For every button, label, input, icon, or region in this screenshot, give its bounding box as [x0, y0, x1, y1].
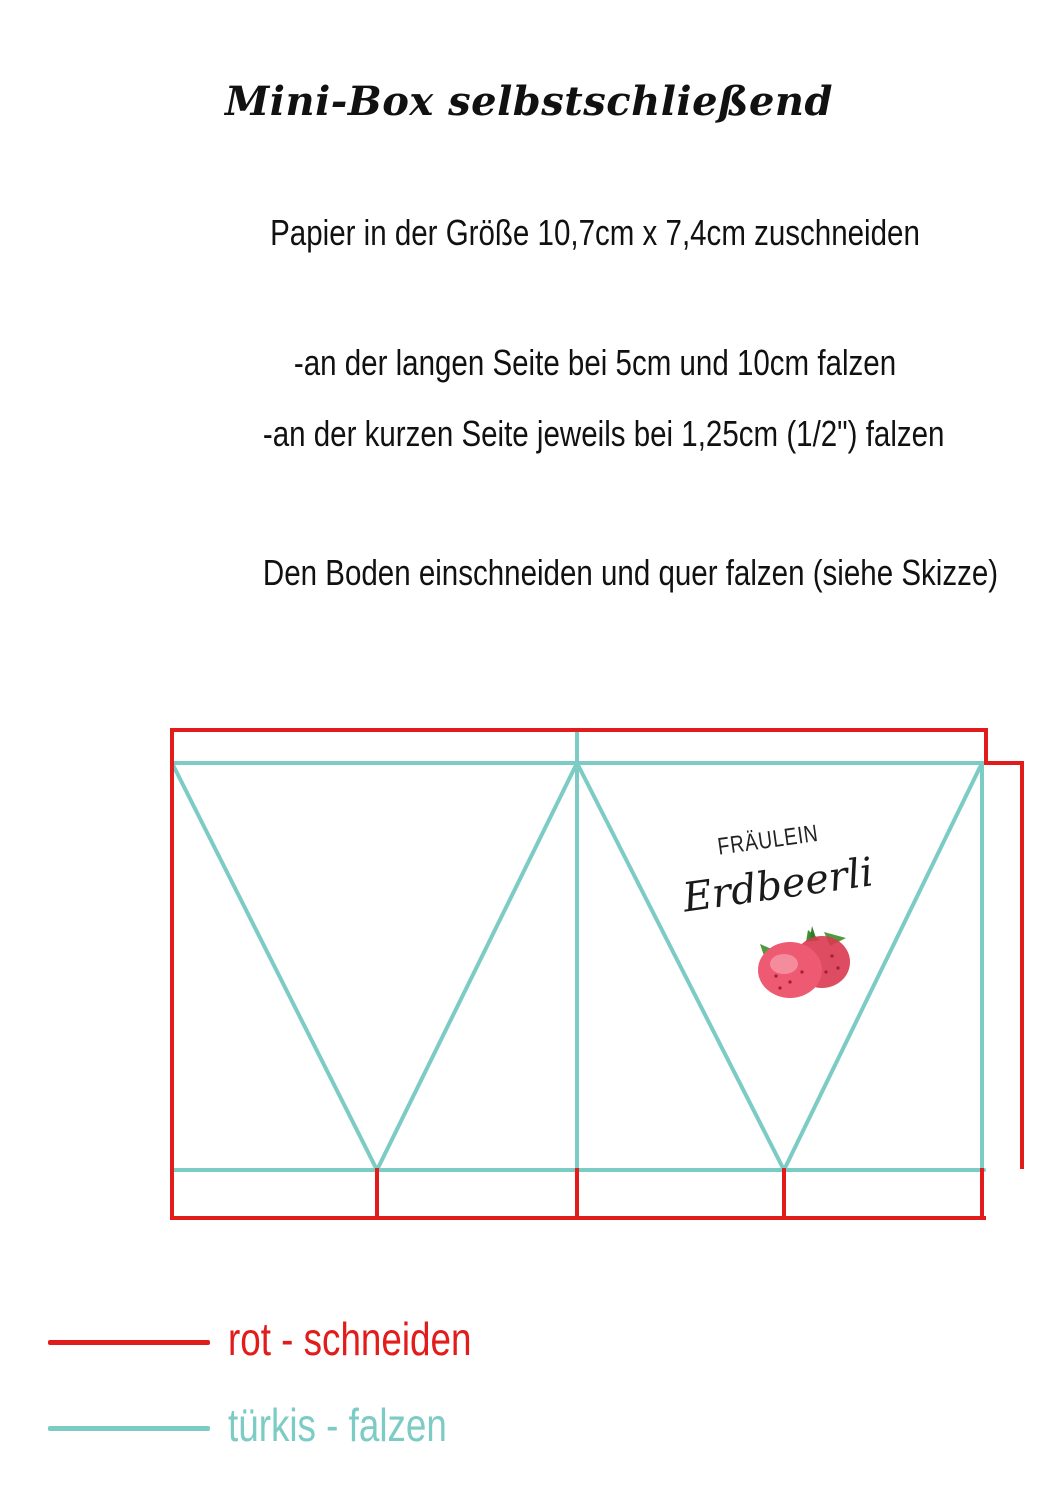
legend-cut-label: rot - schneiden: [228, 1313, 472, 1365]
logo-line2: Erdbeerli: [680, 849, 877, 922]
page-title: Mini-Box selbstschließend: [225, 78, 833, 125]
legend-fold-label: türkis - falzen: [228, 1399, 447, 1451]
legend-fold: [48, 1398, 648, 1458]
strawberry-icon: [750, 924, 860, 1002]
instruction-bottom: Den Boden einschneiden und quer falzen (siehe Skizze): [262, 552, 999, 593]
instruction-fold-short: -an der kurzen Seite jeweils bei 1,25cm (1/2") falzen: [262, 413, 945, 454]
instruction-size: Papier in der Größe 10,7cm x 7,4cm zuschneiden: [270, 212, 920, 253]
fold-triangle-left: [172, 763, 577, 1170]
legend-cut: [48, 1312, 648, 1372]
instruction-fold-long: -an der langen Seite bei 5cm und 10cm falzen: [293, 342, 897, 383]
logo-line1: FRÄULEIN: [716, 819, 821, 861]
cut-line-side-flap: [986, 763, 1022, 1167]
legend-fold-line: [48, 1426, 210, 1431]
legend-cut-line: [48, 1340, 210, 1345]
logo: [672, 819, 882, 1003]
